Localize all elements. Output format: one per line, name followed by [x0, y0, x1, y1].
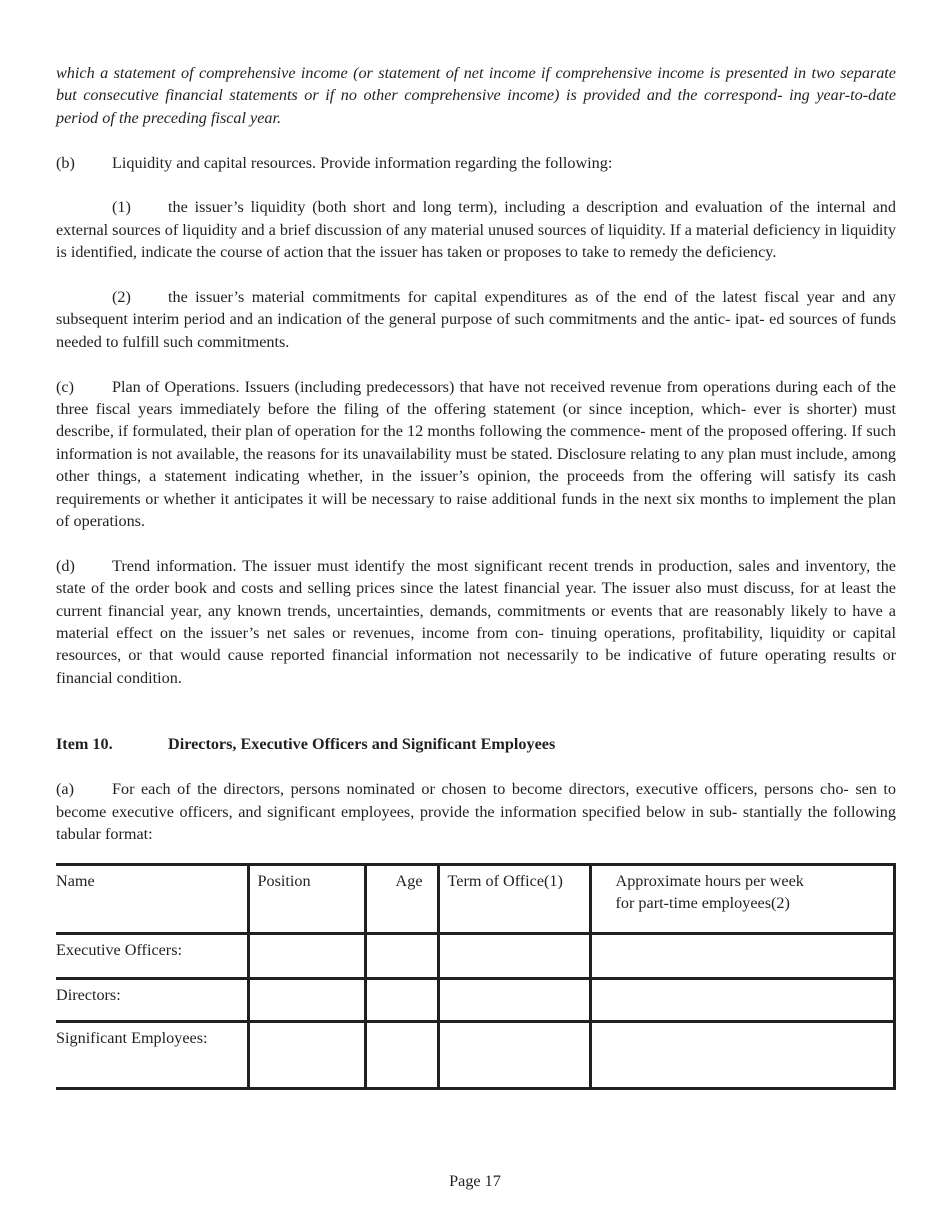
table-row — [56, 934, 894, 979]
header-hours — [590, 865, 894, 934]
section-c-text: Plan of Operations. Issuers (including predecessors) that have not received revenue from operations during each of the three fiscal years immediately before the filing of the offering statement (or since inception, which- ever is shorter) must describe, if formulated, their plan of operation for the 12 months following the commence- ment of the proposed offering. If such information is not available, the reasons for its unavailability must be stated. Disclosure relating to any plan must include, among other things, a statement indicating whether, in the issuer’s opinion, the proceeds from the offering will satisfy its cash requirements or whether it anticipates it will be necessary to raise additional funds in the next six months to implement the plan of operations. — [56, 377, 896, 531]
header-name: Name — [56, 872, 95, 891]
table-cell — [590, 1022, 894, 1089]
row-label-directors: Directors: — [56, 986, 121, 1005]
item-10-a — [56, 778, 896, 845]
page-number: Page 17 — [449, 1172, 501, 1190]
section-b-heading — [56, 152, 896, 174]
header-term: Term of Office(1) — [438, 865, 590, 934]
section-c-label: (c) — [56, 377, 74, 396]
table-row — [56, 979, 894, 1022]
section-c — [56, 376, 896, 533]
document-page — [56, 62, 896, 1090]
table-cell — [248, 1022, 365, 1089]
intro-paragraph: which a statement of comprehensive income (or statement of net income if comprehensive income is presented in two separate but consecutive financial statements or if no other comprehensive income) is provided and the correspond- ing year-to-date period of the preceding fiscal year. — [56, 64, 896, 127]
table-cell — [590, 979, 894, 1022]
section-b-1-label: (1) — [112, 198, 131, 217]
row-label-executive-officers: Executive Officers: — [56, 941, 182, 960]
header-position: Position — [248, 865, 365, 934]
section-d-label: (d) — [56, 556, 75, 575]
section-d — [56, 555, 896, 689]
table-cell — [365, 979, 438, 1022]
section-d-text: Trend information. The issuer must identify the most significant recent trends in production, sales and inventory, the state of the order book and costs and selling prices since the latest financial year. The issuer also must discuss, for at least the current financial year, any known trends, uncertainties, demands, commitments or events that are reasonably likely to have a material effect on the issuer’s net sales or revenues, income from con- tinuing operations, profitability, liquidity or capital resources, or that would cause reported financial information not necessarily to be indicative of future operating results or financial condition. — [56, 556, 896, 687]
table-cell — [590, 934, 894, 979]
item-10-heading — [56, 733, 896, 755]
table-cell — [248, 979, 365, 1022]
table-cell — [438, 1022, 590, 1089]
section-b-1 — [56, 196, 896, 263]
item-10-title: Directors, Executive Officers and Significant Employees — [168, 735, 556, 754]
officers-table — [56, 863, 896, 1090]
table-cell — [365, 934, 438, 979]
table-header-row — [56, 865, 894, 934]
table-row — [56, 1022, 894, 1089]
table-cell — [365, 1022, 438, 1089]
section-b-text: Liquidity and capital resources. Provide information regarding the following: — [112, 153, 613, 172]
section-b-2 — [56, 286, 896, 353]
item-10-a-label: (a) — [56, 780, 74, 799]
table-cell — [438, 979, 590, 1022]
section-b-label: (b) — [56, 153, 75, 172]
header-age: Age — [365, 865, 438, 934]
section-b-2-text: the issuer’s material commitments for capital expenditures as of the end of the latest fiscal year and any subsequent interim period and an indication of the general purpose of such commitments and the antic- ipat- ed sources of funds needed to fulfill such commitments. — [56, 288, 896, 351]
section-b-2-label: (2) — [112, 288, 131, 307]
item-10-number: Item 10. — [56, 735, 113, 754]
table-cell — [438, 934, 590, 979]
item-10-a-text: For each of the directors, persons nominated or chosen to become directors, executive officers, persons cho- sen to become executive officers, and significant employees, provide the information specified below in sub- stantially the following tabular format: — [56, 780, 896, 843]
table-cell — [248, 934, 365, 979]
header-hours-text: Approximate hours per week for part-time employees(2) — [615, 872, 804, 913]
row-label-significant-employees: Significant Employees: — [56, 1029, 208, 1048]
section-b-1-text: the issuer’s liquidity (both short and long term), including a description and evaluation of the internal and external sources of liquidity and a brief discussion of any material unused sources of liquidity. If a material deficiency in liquidity is identified, indicate the course of action that the issuer has taken or proposes to take to remedy the deficiency. — [56, 198, 897, 262]
